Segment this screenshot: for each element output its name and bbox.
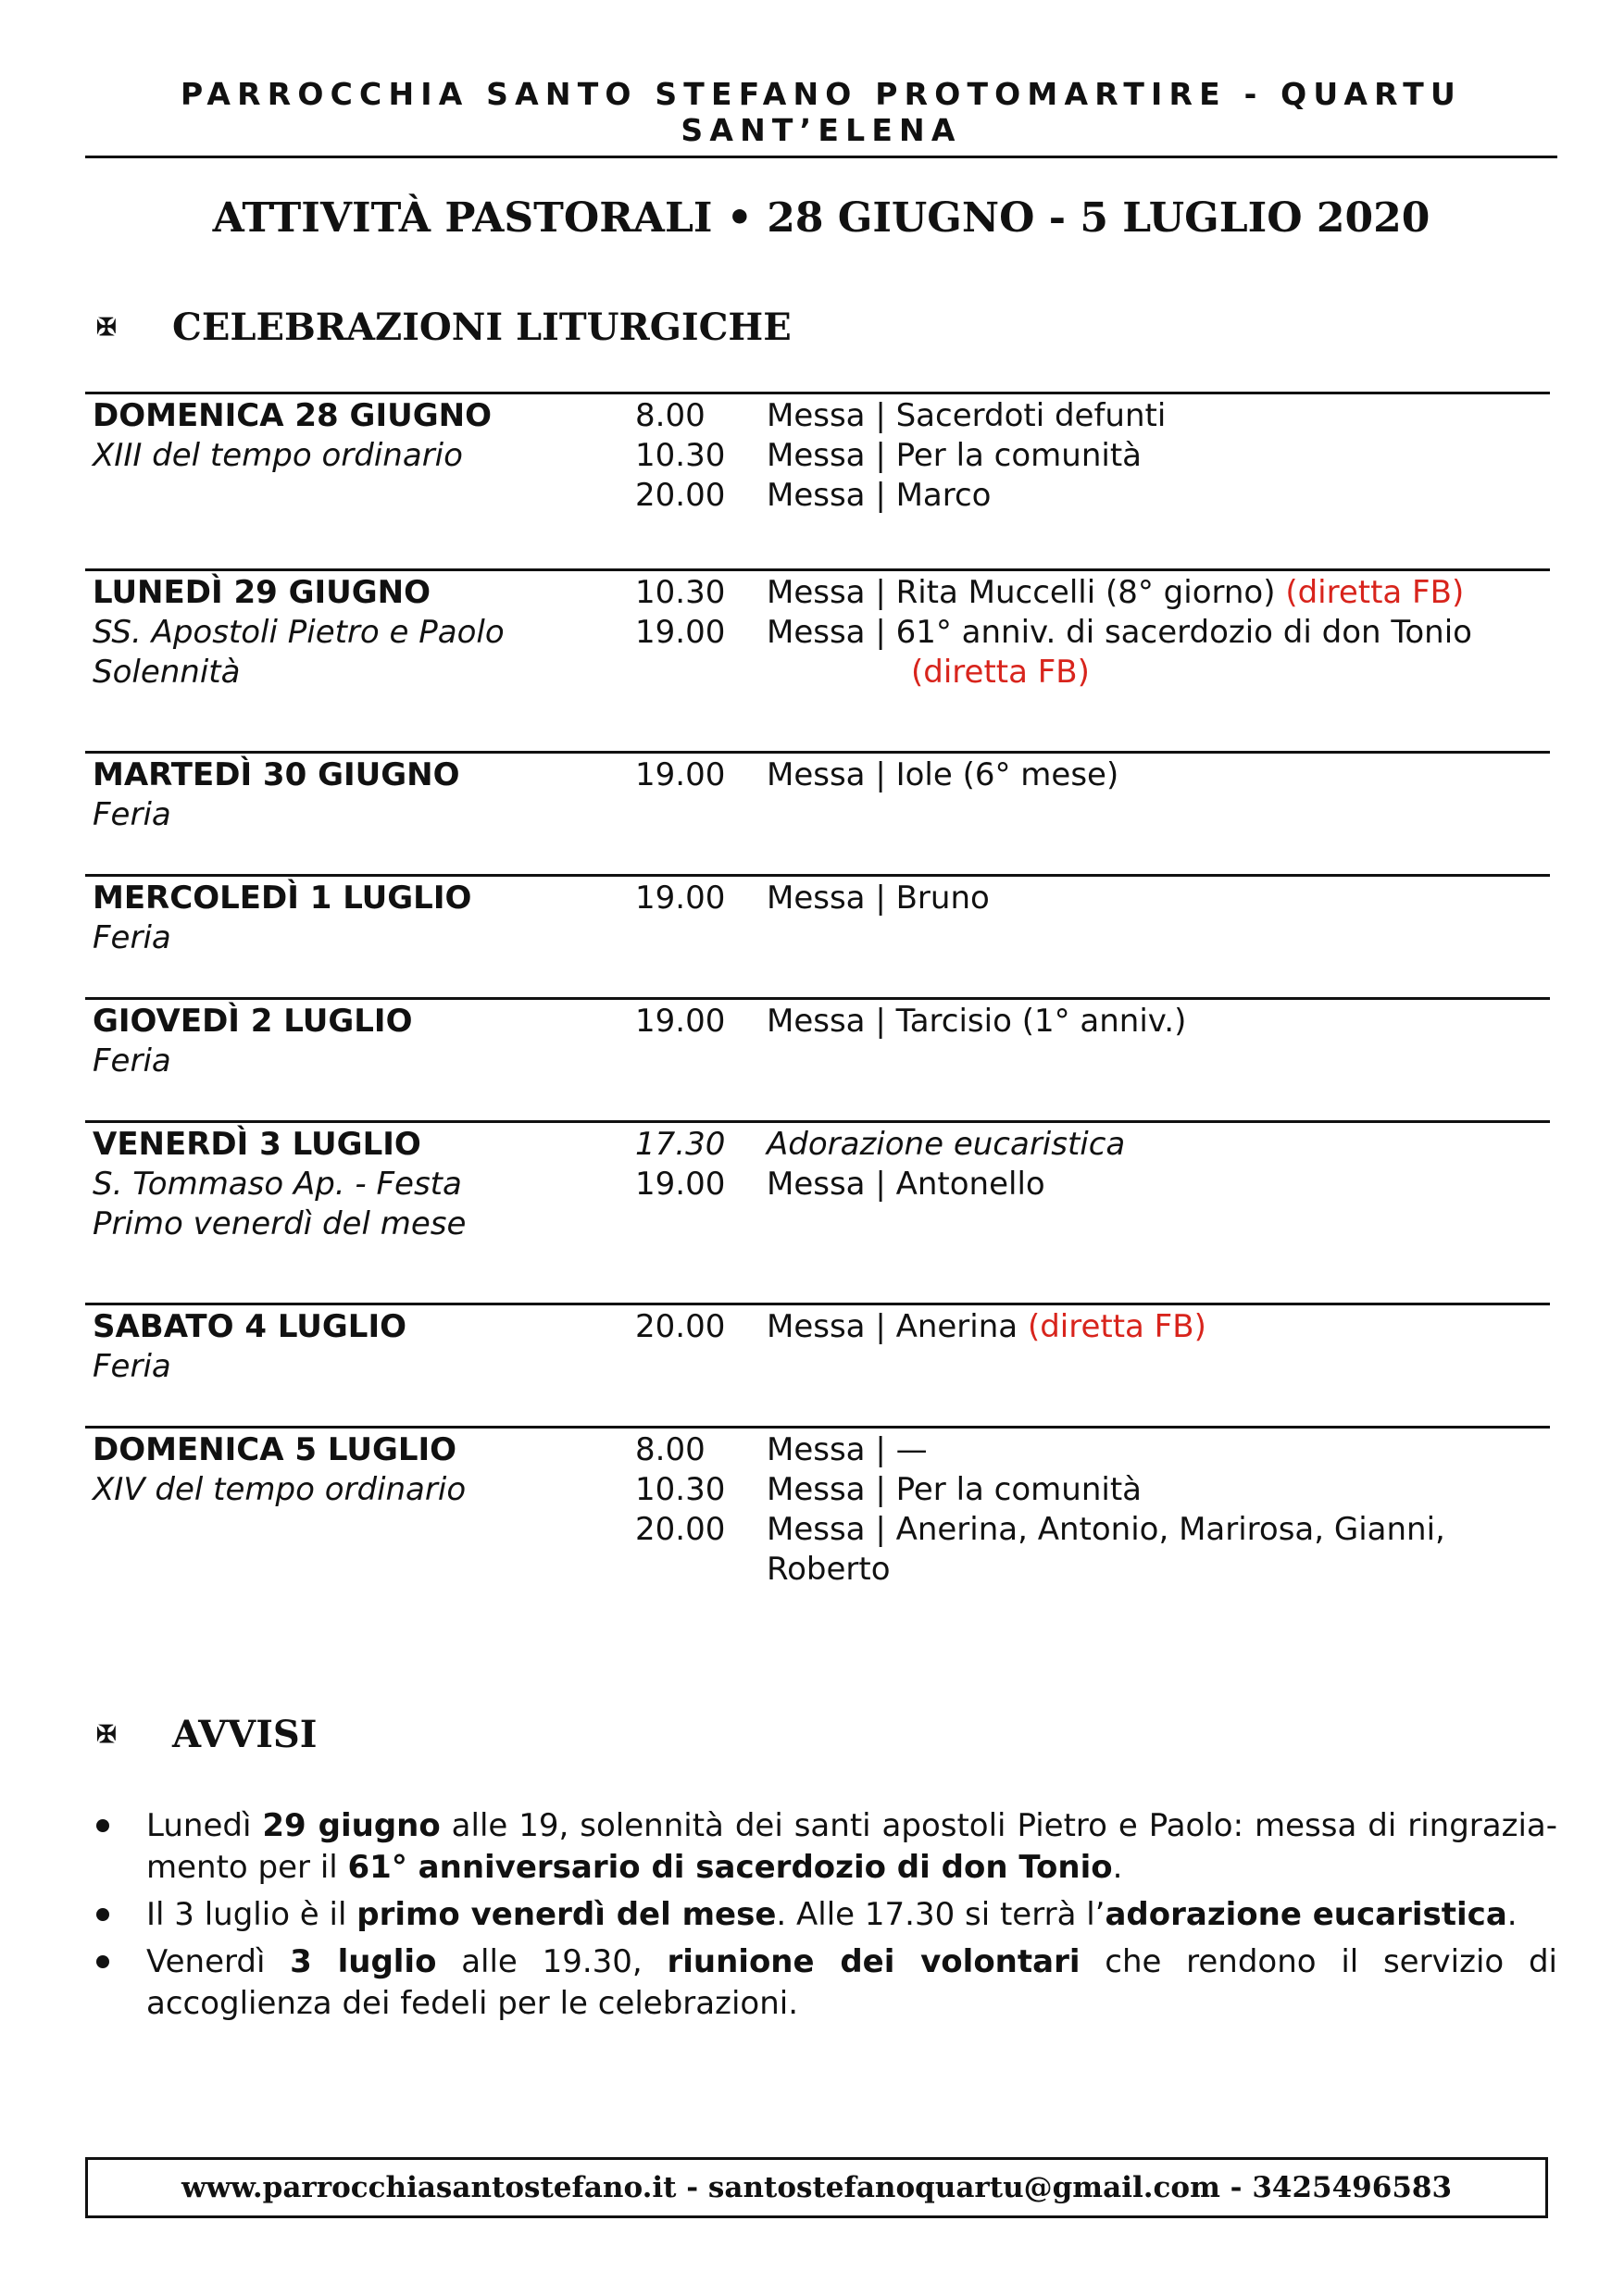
- section-title: AVVISI: [172, 1713, 318, 1756]
- day-label: [85, 755, 635, 874]
- event-desc: Messa | Antonello: [767, 1166, 1045, 1203]
- notice-emphasis: primo venerdì del mese: [356, 1896, 777, 1933]
- events-list: [635, 573, 1550, 751]
- event-time: 10.30: [635, 574, 726, 611]
- day-name: MARTEDÌ 30 GIUGNO: [93, 756, 460, 793]
- bullet-icon: [96, 1908, 109, 1921]
- event-time: 10.30: [635, 1471, 726, 1508]
- page-title: ATTIVITÀ PASTORALI • 28 GIUGNO - 5 LUGLIO 2020: [212, 194, 1430, 242]
- notice-emphasis: 61° anniversario di sacerdozio di don Tonio: [347, 1849, 1113, 1886]
- live-fb-label: (diretta FB): [1285, 574, 1465, 611]
- event-time: 19.00: [635, 1003, 726, 1040]
- event: [635, 573, 1550, 613]
- day-row: [85, 1426, 1550, 1588]
- section-avvisi: [96, 1713, 318, 1756]
- day-label: [85, 1002, 635, 1120]
- event-desc: Adorazione eucaristica: [767, 1126, 1126, 1163]
- event: [635, 1430, 1550, 1470]
- notice-emphasis: 29 giugno: [262, 1807, 441, 1844]
- section-celebrazioni: [96, 306, 792, 349]
- bullet-icon: [96, 1955, 109, 1968]
- day-name: MERCOLEDÌ 1 LUGLIO: [93, 880, 472, 917]
- day-name: GIOVEDÌ 2 LUGLIO: [93, 1003, 413, 1040]
- event: [635, 396, 1550, 436]
- day-label: [85, 1430, 635, 1565]
- day-row: [85, 392, 1550, 568]
- event-time: 20.00: [635, 1511, 726, 1548]
- day-label: [85, 1307, 635, 1426]
- event-time: 20.00: [635, 477, 726, 514]
- day-subtitle: Feria: [93, 1042, 171, 1079]
- event-time: 8.00: [635, 397, 706, 434]
- day-label: [85, 573, 635, 751]
- live-fb-label: (diretta FB): [911, 654, 1090, 691]
- day-subtitle: Feria: [93, 1348, 171, 1385]
- event: [635, 436, 1550, 476]
- event: [635, 755, 1550, 795]
- bullet-icon: [96, 1819, 109, 1832]
- events-list: [635, 755, 1550, 874]
- events-list: [635, 396, 1550, 568]
- event-desc: Messa | Rita Muccelli (8° giorno) (diretta FB): [767, 574, 1465, 611]
- day-subtitle: Feria: [93, 919, 171, 956]
- notice-item: Il 3 luglio è il primo venerdì del mese. Alle 17.30 si terrà l’adorazione eucaristica.: [85, 1894, 1557, 1936]
- day-row: [85, 568, 1550, 751]
- events-list: [635, 879, 1550, 997]
- event-time: 19.00: [635, 614, 726, 651]
- day-label: [85, 879, 635, 997]
- day-name: VENERDÌ 3 LUGLIO: [93, 1126, 421, 1163]
- event-desc: Messa | Per la comunità: [767, 1471, 1142, 1508]
- day-subtitle: Solennità: [93, 654, 241, 691]
- schedule-table: [85, 392, 1550, 1588]
- event: [635, 879, 1550, 918]
- footer-contacts: [85, 2157, 1548, 2218]
- events-list: [635, 1307, 1550, 1426]
- event-desc: Messa | Tarcisio (1° anniv.): [767, 1003, 1187, 1040]
- event-desc: Messa | Iole (6° mese): [767, 756, 1119, 793]
- day-subtitle: Primo venerdì del mese: [93, 1205, 467, 1242]
- notices-list: [85, 1805, 1557, 2030]
- event-time: 19.00: [635, 756, 726, 793]
- day-subtitle: S. Tommaso Ap. - Festa: [93, 1166, 462, 1203]
- events-list: [635, 1002, 1550, 1120]
- event-time: 19.00: [635, 880, 726, 917]
- event-time: 10.30: [635, 437, 726, 474]
- notice-emphasis: 3 luglio: [290, 1943, 437, 1980]
- day-name: DOMENICA 5 LUGLIO: [93, 1431, 457, 1468]
- day-name: DOMENICA 28 GIUGNO: [93, 397, 492, 434]
- event-desc: Messa | Bruno: [767, 880, 990, 917]
- event-desc: Messa | Marco: [767, 477, 992, 514]
- cross-pattee-icon: ✠: [96, 1720, 117, 1749]
- day-row: [85, 874, 1550, 997]
- event-desc: Messa | 61° anniv. di sacerdozio di don Tonio: [767, 614, 1472, 651]
- event: [635, 1165, 1550, 1204]
- event: [635, 1125, 1550, 1165]
- day-name: LUNEDÌ 29 GIUGNO: [93, 574, 431, 611]
- footer-text: www.parrocchiasantostefano.it - santostefanoquartu@gmail.com - 3425496583: [181, 2171, 1453, 2204]
- day-label: [85, 1125, 635, 1303]
- day-label: [85, 396, 635, 568]
- event-desc: Messa | Anerina, Antonio, Marirosa, Gianni, Roberto: [767, 1511, 1445, 1588]
- day-subtitle: Feria: [93, 796, 171, 833]
- events-list: [635, 1125, 1550, 1303]
- day-row: [85, 1303, 1550, 1426]
- event-desc: Messa | Per la comunità: [767, 437, 1142, 474]
- day-subtitle: XIV del tempo ordinario: [93, 1471, 467, 1508]
- day-subtitle: SS. Apostoli Pietro e Paolo: [93, 614, 505, 651]
- event-time: 19.00: [635, 1166, 726, 1203]
- event: [635, 1307, 1550, 1347]
- event-time: 8.00: [635, 1431, 706, 1468]
- event: [635, 1470, 1550, 1510]
- notice-emphasis: adorazione eucaristica: [1105, 1896, 1507, 1933]
- event-desc: Messa | —: [767, 1431, 928, 1468]
- events-list: [635, 1430, 1550, 1588]
- day-name: SABATO 4 LUGLIO: [93, 1308, 407, 1345]
- event-desc: Messa | Sacerdoti defunti: [767, 397, 1167, 434]
- notice-emphasis: riunione dei volontari: [667, 1943, 1081, 1980]
- notice-item: Lunedì 29 giugno alle 19, solennità dei santi apostoli Pietro e Paolo: messa di ringrazia-mento per il 61° anniversario di sacerdozio di don Tonio.: [85, 1805, 1557, 1889]
- event: [635, 1002, 1550, 1042]
- section-title: CELEBRAZIONI LITURGICHE: [172, 306, 792, 349]
- day-subtitle: XIII del tempo ordinario: [93, 437, 463, 474]
- event-time: 20.00: [635, 1308, 726, 1345]
- live-fb-label: (diretta FB): [1027, 1308, 1206, 1345]
- cross-pattee-icon: ✠: [96, 313, 117, 342]
- parish-header: PARROCCHIA SANTO STEFANO PROTOMARTIRE - QUARTU SANT’ELENA: [85, 76, 1557, 158]
- event-desc: Messa | Anerina (diretta FB): [767, 1308, 1206, 1345]
- event: [635, 476, 1550, 516]
- event: [635, 1510, 1550, 1590]
- event-time: 17.30: [635, 1126, 726, 1163]
- event: [635, 613, 1550, 653]
- day-row: [85, 1120, 1550, 1303]
- notice-item: Venerdì 3 luglio alle 19.30, riunione dei volontari che rendono il servizio di accoglienza dei fedeli per le celebrazioni.: [85, 1941, 1557, 2025]
- day-row: [85, 751, 1550, 874]
- day-row: [85, 997, 1550, 1120]
